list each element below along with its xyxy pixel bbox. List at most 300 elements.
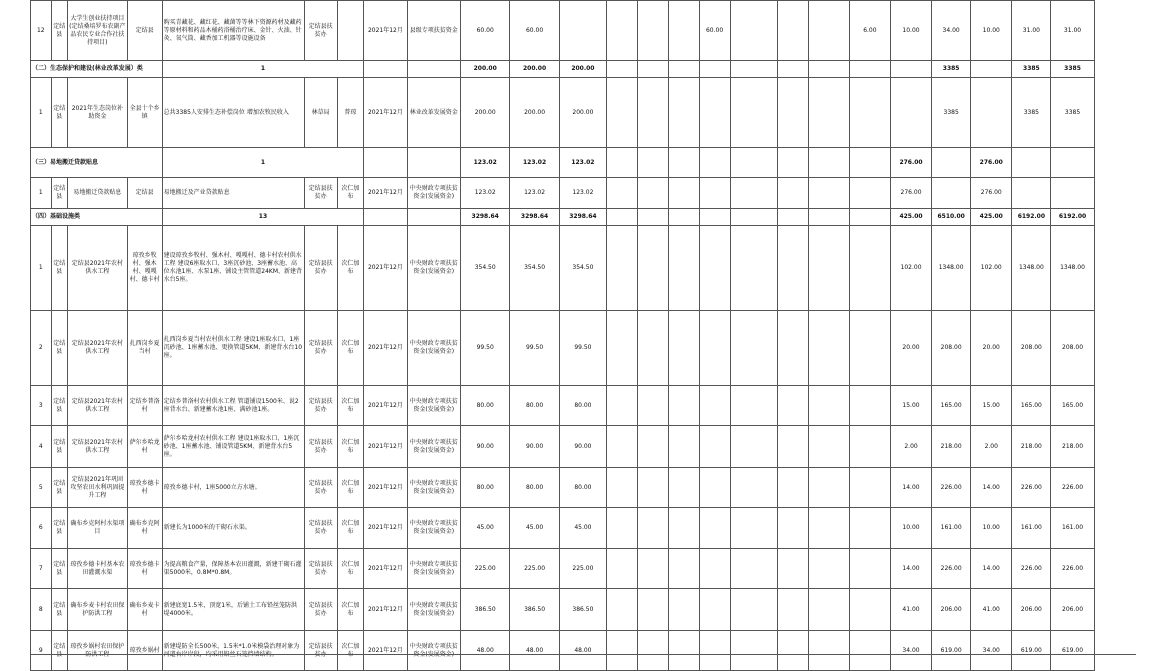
amount-cell-c22 xyxy=(932,178,971,209)
amount-cell-c17 xyxy=(730,178,777,209)
amount-cell-c17 xyxy=(730,589,777,631)
project-name: 定结县2021年农村供水工程 xyxy=(68,226,128,311)
location-cell: 定结县 xyxy=(127,1,162,61)
amount-cell-c16 xyxy=(699,148,730,178)
amount-cell-c18 xyxy=(777,148,808,178)
amount-cell-c24: 1348.00 xyxy=(1012,226,1051,311)
row-number: 3 xyxy=(31,386,52,426)
amount-cell-c21: 2.00 xyxy=(890,426,931,468)
amount-cell-c15 xyxy=(668,1,699,61)
amount-cell-c14 xyxy=(637,508,668,549)
fund-source: 县级专项扶贫资金 xyxy=(407,1,461,61)
fund-source: 中央财政专项扶贫资金(发展资金) xyxy=(407,468,461,508)
amount-cell-c25: 619.00 xyxy=(1051,631,1094,671)
table-row xyxy=(31,549,1136,589)
amount-cell-c17 xyxy=(730,226,777,311)
amount-cell-c20 xyxy=(849,78,890,148)
responsible-person: 次仁加布 xyxy=(337,226,364,311)
amount-cell-c20 xyxy=(849,386,890,426)
amount-cell-c16 xyxy=(699,508,730,549)
construction-content: 新建长为1000米的干砌石水渠。 xyxy=(162,508,304,549)
table-row xyxy=(31,426,1136,468)
responsible-person: 次仁加布 xyxy=(337,549,364,589)
amount-cell-c21: 276.00 xyxy=(890,148,931,178)
responsible-unit: 定结县扶贫办 xyxy=(304,311,337,386)
amount-cell-c21: 10.00 xyxy=(890,1,931,61)
county-cell: 定结 xyxy=(51,631,67,671)
responsible-person: 普琼 xyxy=(337,78,364,148)
responsible-unit: 定结县扶贫办 xyxy=(304,589,337,631)
amount-cell-c20 xyxy=(849,631,890,671)
amount-cell-c20 xyxy=(849,209,890,226)
responsible-unit: 定结县扶贫办 xyxy=(304,386,337,426)
amount-cell-c19 xyxy=(808,508,849,549)
amount-cell-c18 xyxy=(777,311,808,386)
amount-cell-c23: 34.00 xyxy=(971,631,1012,671)
amount-cell-c21: 14.00 xyxy=(890,468,931,508)
amount-cell-c13 xyxy=(607,631,638,671)
amount-cell-c15 xyxy=(668,209,699,226)
county-cell: 定结县 xyxy=(51,549,67,589)
amount-cell-c21: 276.00 xyxy=(890,178,931,209)
fund-source: 中央财政专项扶贫资金(发展资金) xyxy=(407,226,461,311)
budget-table xyxy=(30,0,1136,671)
responsible-unit: 定结县扶贫办 xyxy=(304,226,337,311)
project-name: 确布乡麦卡村农田保护防洪工程 xyxy=(68,589,128,631)
amount-cell-c24 xyxy=(1012,178,1051,209)
project-name: 确布乡克阿村水渠项目 xyxy=(68,508,128,549)
table-row xyxy=(31,178,1136,209)
amount-cell-c12 xyxy=(559,1,606,61)
amount-cell-c13 xyxy=(607,386,638,426)
amount-cell-c22: 34.00 xyxy=(932,1,971,61)
section-empty xyxy=(364,61,407,78)
amount-cell-c13 xyxy=(607,209,638,226)
table-row xyxy=(31,226,1136,311)
construction-content: 易地搬迁及产业贷款贴息 xyxy=(162,178,304,209)
amount-cell-c18 xyxy=(777,549,808,589)
amount-cell-c13 xyxy=(607,1,638,61)
amount-cell-c14 xyxy=(637,226,668,311)
amount-cell-c21 xyxy=(890,78,931,148)
amount-cell-c25 xyxy=(1051,178,1094,209)
row-number: 5 xyxy=(31,468,52,508)
project-name: 定结县2021年农村供水工程 xyxy=(68,311,128,386)
amount-cell-c23: 2.00 xyxy=(971,426,1012,468)
amount-cell-c19 xyxy=(808,589,849,631)
amount-cell-c13 xyxy=(607,426,638,468)
amount-cell-c17 xyxy=(730,148,777,178)
amount-cell-c13 xyxy=(607,311,638,386)
table-row xyxy=(31,508,1136,549)
section-count: 1 xyxy=(162,148,364,178)
amount-cell-c19 xyxy=(808,426,849,468)
amount-cell-c15 xyxy=(668,148,699,178)
responsible-unit: 定结县扶贫办 xyxy=(304,508,337,549)
amount-cell-c14 xyxy=(637,311,668,386)
amount-cell-c16 xyxy=(699,386,730,426)
amount-cell-c10: 45.00 xyxy=(461,508,510,549)
location-cell: 定结县 xyxy=(127,178,162,209)
amount-cell-c24: 226.00 xyxy=(1012,549,1051,589)
project-name: 定结县2021年巩固攻坚农田水利巩固提升工程 xyxy=(68,468,128,508)
responsible-unit: 定结县扶贫办 xyxy=(304,426,337,468)
amount-cell-c14 xyxy=(637,78,668,148)
amount-cell-c12: 48.00 xyxy=(559,631,606,671)
amount-cell-c12: 354.50 xyxy=(559,226,606,311)
amount-cell-c10: 80.00 xyxy=(461,386,510,426)
amount-cell-c10: 225.00 xyxy=(461,549,510,589)
amount-cell-c16 xyxy=(699,178,730,209)
amount-cell-c18 xyxy=(777,178,808,209)
amount-cell-c11: 90.00 xyxy=(510,426,559,468)
amount-cell-c12: 45.00 xyxy=(559,508,606,549)
section-empty xyxy=(364,148,407,178)
amount-cell-c23 xyxy=(971,78,1012,148)
responsible-person: 次仁加布 xyxy=(337,589,364,631)
fund-source: 中央财政专项扶贫资金(发展资金) xyxy=(407,426,461,468)
amount-cell-c22: 226.00 xyxy=(932,468,971,508)
county-cell: 定结县 xyxy=(51,78,67,148)
amount-cell-c21: 34.00 xyxy=(890,631,931,671)
amount-cell-c22: 161.00 xyxy=(932,508,971,549)
county-cell: 定结县 xyxy=(51,226,67,311)
table-bottom-rule xyxy=(30,654,1136,655)
amount-cell-c22: 6510.00 xyxy=(932,209,971,226)
amount-cell-c21 xyxy=(890,61,931,78)
amount-cell-c15 xyxy=(668,178,699,209)
amount-cell-c24: 226.00 xyxy=(1012,468,1051,508)
location-cell: 琼孜乡德卡村 xyxy=(127,549,162,589)
amount-cell-c11: 45.00 xyxy=(510,508,559,549)
amount-cell-c17 xyxy=(730,508,777,549)
section-empty xyxy=(407,209,461,226)
amount-cell-c25: 165.00 xyxy=(1051,386,1094,426)
amount-cell-c10: 123.02 xyxy=(461,178,510,209)
amount-cell-c17 xyxy=(730,61,777,78)
section-title: （三）易地搬迁贷款贴息 xyxy=(31,148,163,178)
amount-cell-c22: 226.00 xyxy=(932,549,971,589)
amount-cell-c22 xyxy=(932,148,971,178)
fund-source: 中央财政专项扶贫资金(发展资金) xyxy=(407,386,461,426)
amount-cell-c11: 123.02 xyxy=(510,178,559,209)
amount-cell-c22: 3385 xyxy=(932,61,971,78)
amount-cell-c25: 31.00 xyxy=(1051,1,1094,61)
amount-cell-c25: 6192.00 xyxy=(1051,209,1094,226)
amount-cell-c10: 386.50 xyxy=(461,589,510,631)
amount-cell-c15 xyxy=(668,468,699,508)
amount-cell-c23: 10.00 xyxy=(971,508,1012,549)
responsible-person: 次仁加布 xyxy=(337,468,364,508)
amount-cell-c13 xyxy=(607,589,638,631)
amount-cell-c17 xyxy=(730,1,777,61)
location-cell: 确布乡麦卡村 xyxy=(127,589,162,631)
amount-cell-c17 xyxy=(730,468,777,508)
amount-cell-c23: 41.00 xyxy=(971,589,1012,631)
completion-time: 2021年12月 xyxy=(364,549,407,589)
amount-cell-c25: 3385 xyxy=(1051,61,1094,78)
amount-cell-c22: 619.00 xyxy=(932,631,971,671)
amount-cell-c20 xyxy=(849,426,890,468)
amount-cell-c21: 14.00 xyxy=(890,549,931,589)
row-number: 12 xyxy=(31,1,52,61)
amount-cell-c13 xyxy=(607,549,638,589)
construction-content: 琼孜乡德卡村，1座5000立方水塘。 xyxy=(162,468,304,508)
amount-cell-c24: 208.00 xyxy=(1012,311,1051,386)
amount-cell-c20 xyxy=(849,226,890,311)
location-cell: 全县十个乡镇 xyxy=(127,78,162,148)
construction-content: 萨尔乡哈龙村农村供水工程 建设1座取水口、1座沉砂池、1座蓄水池、铺设管道5KM、新建背水台5座。 xyxy=(162,426,304,468)
amount-cell-c25: 218.00 xyxy=(1051,426,1094,468)
amount-cell-c20: 6.00 xyxy=(849,1,890,61)
fund-source: 林业改革发展资金 xyxy=(407,78,461,148)
county-cell: 定结县 xyxy=(51,468,67,508)
construction-content: 总共3385人安排生态补偿岗位 增加农牧民收入 xyxy=(162,78,304,148)
amount-cell-c21: 425.00 xyxy=(890,209,931,226)
amount-cell-c23: 102.00 xyxy=(971,226,1012,311)
fund-source: 中央财政专项扶贫资金(发展资金) xyxy=(407,508,461,549)
row-number: 2 xyxy=(31,311,52,386)
amount-cell-c19 xyxy=(808,209,849,226)
amount-cell-c19 xyxy=(808,78,849,148)
amount-cell-c25 xyxy=(1051,148,1094,178)
project-name: 定结县2021年农村供水工程 xyxy=(68,426,128,468)
amount-cell-c25: 208.00 xyxy=(1051,311,1094,386)
amount-cell-c16 xyxy=(699,61,730,78)
amount-cell-c13 xyxy=(607,226,638,311)
amount-cell-c10: 90.00 xyxy=(461,426,510,468)
amount-cell-c25: 161.00 xyxy=(1051,508,1094,549)
fund-source: 中央财政专项扶贫资金(发展资金) xyxy=(407,178,461,209)
amount-cell-c24: 31.00 xyxy=(1012,1,1051,61)
completion-time: 2021年12月 xyxy=(364,226,407,311)
amount-cell-c10: 48.00 xyxy=(461,631,510,671)
amount-cell-c12: 123.02 xyxy=(559,148,606,178)
amount-cell-c14 xyxy=(637,631,668,671)
completion-time: 2021年12月 xyxy=(364,78,407,148)
amount-cell-c17 xyxy=(730,631,777,671)
row-number: 6 xyxy=(31,508,52,549)
construction-content: 扎西岗乡夏当村农村供水工程 建设1座取水口、1座沉砂池、1座蓄水池、更换管道5KM、新建背水台10座。 xyxy=(162,311,304,386)
county-cell: 定结县 xyxy=(51,178,67,209)
location-cell: 琼孜乡牧村、强木村、嘎嘎村、德卡村 xyxy=(127,226,162,311)
amount-cell-c25: 226.00 xyxy=(1051,468,1094,508)
amount-cell-c10: 200.00 xyxy=(461,61,510,78)
project-name: 大学生创业扶持项目(定结桑培罗布农副产品农民专业合作社扶持项目) xyxy=(68,1,128,61)
construction-content: 建设琼孜乡牧村、强木村、嘎嘎村、德卡村农村供水工程 建设6座取水口、3座沉砂池、3座蓄水池、高位水池1座、水泵1座、铺设主管管道24KM、新建背水台5座。 xyxy=(162,226,304,311)
amount-cell-c22: 1348.00 xyxy=(932,226,971,311)
amount-cell-c11: 386.50 xyxy=(510,589,559,631)
row-number: 7 xyxy=(31,549,52,589)
amount-cell-c18 xyxy=(777,468,808,508)
responsible-unit: 林草局 xyxy=(304,78,337,148)
amount-cell-c11: 200.00 xyxy=(510,61,559,78)
table-row xyxy=(31,1,1136,61)
amount-cell-c11: 99.50 xyxy=(510,311,559,386)
amount-cell-c15 xyxy=(668,589,699,631)
amount-cell-c19 xyxy=(808,178,849,209)
amount-cell-c20 xyxy=(849,468,890,508)
amount-cell-c19 xyxy=(808,631,849,671)
section-count: 13 xyxy=(162,209,364,226)
project-name: 琼孜乡德卡村基本农田灌溉水渠 xyxy=(68,549,128,589)
amount-cell-c11: 123.02 xyxy=(510,148,559,178)
amount-cell-c15 xyxy=(668,631,699,671)
amount-cell-c22: 3385 xyxy=(932,78,971,148)
construction-content: 新建底宽1.5米，顶宽1米，后铺土工布铅丝笼防洪堤4000米。 xyxy=(162,589,304,631)
project-name: 琼孜乡娲村农田保护 xyxy=(68,631,128,671)
amount-cell-c17 xyxy=(730,311,777,386)
amount-cell-c15 xyxy=(668,508,699,549)
county-cell: 定结县 xyxy=(51,508,67,549)
responsible-person: 次仁加布 xyxy=(337,426,364,468)
amount-cell-c25: 206.00 xyxy=(1051,589,1094,631)
location-cell: 扎西岗乡夏当村 xyxy=(127,311,162,386)
amount-cell-c14 xyxy=(637,209,668,226)
amount-cell-c24: 218.00 xyxy=(1012,426,1051,468)
amount-cell-c14 xyxy=(637,386,668,426)
row-number: 1 xyxy=(31,226,52,311)
construction-content: 购买青藏花、藏红花、藏菌等等林下资源药材及藏药等原材料和药品木桶药浴桶治疗床、金针、火油、针灸、氧气筒、藏香加工机器等设施设备 xyxy=(162,1,304,61)
row-number: 1 xyxy=(31,178,52,209)
row-number: 9 xyxy=(31,631,52,671)
amount-cell-c19 xyxy=(808,61,849,78)
amount-cell-c14 xyxy=(637,61,668,78)
amount-cell-c23: 276.00 xyxy=(971,148,1012,178)
amount-cell-c12: 90.00 xyxy=(559,426,606,468)
amount-cell-c16 xyxy=(699,549,730,589)
amount-cell-c14 xyxy=(637,1,668,61)
location-cell: 萨尔乡哈龙村 xyxy=(127,426,162,468)
amount-cell-c14 xyxy=(637,468,668,508)
amount-cell-c14 xyxy=(637,589,668,631)
amount-cell-c24: 206.00 xyxy=(1012,589,1051,631)
responsible-unit: 定结县扶贫办 xyxy=(304,468,337,508)
responsible-person xyxy=(337,1,364,61)
amount-cell-c16: 60.00 xyxy=(699,1,730,61)
amount-cell-c23: 276.00 xyxy=(971,178,1012,209)
responsible-person: 次仁加布 xyxy=(337,386,364,426)
amount-cell-c19 xyxy=(808,386,849,426)
responsible-person: 次仁加布 xyxy=(337,311,364,386)
amount-cell-c12: 80.00 xyxy=(559,468,606,508)
amount-cell-c20 xyxy=(849,148,890,178)
amount-cell-c18 xyxy=(777,209,808,226)
table-row xyxy=(31,631,1136,671)
section-title: （四）基础设施类 xyxy=(31,209,163,226)
table-row xyxy=(31,468,1136,508)
amount-cell-c10: 99.50 xyxy=(461,311,510,386)
section-empty xyxy=(364,209,407,226)
project-name: 定结县2021年农村供水工程 xyxy=(68,386,128,426)
amount-cell-c24: 6192.00 xyxy=(1012,209,1051,226)
amount-cell-c12: 386.50 xyxy=(559,589,606,631)
county-cell: 定结县 xyxy=(51,426,67,468)
responsible-unit: 定结县扶贫办 xyxy=(304,549,337,589)
table-body xyxy=(31,1,1136,671)
amount-cell-c11: 225.00 xyxy=(510,549,559,589)
amount-cell-c23: 10.00 xyxy=(971,1,1012,61)
section-row xyxy=(31,209,1136,226)
fund-source: 中央财政专项扶贫资金(发展资金) xyxy=(407,311,461,386)
amount-cell-c11: 48.00 xyxy=(510,631,559,671)
amount-cell-c24: 619.00 xyxy=(1012,631,1051,671)
completion-time: 2021年12月 xyxy=(364,178,407,209)
amount-cell-c11: 80.00 xyxy=(510,386,559,426)
amount-cell-c12: 99.50 xyxy=(559,311,606,386)
amount-cell-c18 xyxy=(777,631,808,671)
amount-cell-c10: 200.00 xyxy=(461,78,510,148)
responsible-person: 次仁加布 xyxy=(337,508,364,549)
amount-cell-c19 xyxy=(808,311,849,386)
county-cell: 定结县 xyxy=(51,1,67,61)
fund-source: 中央财政专项扶贫资金(发展资金) xyxy=(407,589,461,631)
responsible-person: 次仁加布 xyxy=(337,178,364,209)
amount-cell-c10: 60.00 xyxy=(461,1,510,61)
amount-cell-c15 xyxy=(668,78,699,148)
amount-cell-c13 xyxy=(607,508,638,549)
amount-cell-c17 xyxy=(730,549,777,589)
county-cell: 定结县 xyxy=(51,589,67,631)
fund-source: 中央财政专项扶贫资金(发展资金) xyxy=(407,549,461,589)
amount-cell-c18 xyxy=(777,1,808,61)
amount-cell-c12: 123.02 xyxy=(559,178,606,209)
location-cell: 确布乡克阿村 xyxy=(127,508,162,549)
amount-cell-c24: 161.00 xyxy=(1012,508,1051,549)
amount-cell-c19 xyxy=(808,148,849,178)
amount-cell-c18 xyxy=(777,78,808,148)
section-row xyxy=(31,61,1136,78)
amount-cell-c12: 225.00 xyxy=(559,549,606,589)
amount-cell-c15 xyxy=(668,549,699,589)
amount-cell-c23: 14.00 xyxy=(971,549,1012,589)
amount-cell-c25: 3385 xyxy=(1051,78,1094,148)
responsible-person: 次仁加 xyxy=(337,631,364,671)
construction-content: 新建堤防全长500米，1.5米*1.0米模袋治理对象为 xyxy=(162,631,304,671)
amount-cell-c12: 200.00 xyxy=(559,61,606,78)
amount-cell-c10: 80.00 xyxy=(461,468,510,508)
amount-cell-c24: 3385 xyxy=(1012,78,1051,148)
completion-time: 2021年12月 xyxy=(364,468,407,508)
amount-cell-c11: 354.50 xyxy=(510,226,559,311)
amount-cell-c16 xyxy=(699,209,730,226)
row-number: 1 xyxy=(31,78,52,148)
amount-cell-c13 xyxy=(607,61,638,78)
amount-cell-c14 xyxy=(637,426,668,468)
amount-cell-c14 xyxy=(637,148,668,178)
amount-cell-c13 xyxy=(607,148,638,178)
amount-cell-c17 xyxy=(730,78,777,148)
amount-cell-c20 xyxy=(849,61,890,78)
amount-cell-c17 xyxy=(730,426,777,468)
amount-cell-c18 xyxy=(777,386,808,426)
amount-cell-c18 xyxy=(777,589,808,631)
amount-cell-c21: 15.00 xyxy=(890,386,931,426)
amount-cell-c23: 425.00 xyxy=(971,209,1012,226)
amount-cell-c13 xyxy=(607,78,638,148)
amount-cell-c20 xyxy=(849,508,890,549)
amount-cell-c20 xyxy=(849,178,890,209)
amount-cell-c17 xyxy=(730,209,777,226)
amount-cell-c16 xyxy=(699,78,730,148)
amount-cell-c13 xyxy=(607,178,638,209)
amount-cell-c19 xyxy=(808,549,849,589)
project-name: 2021年生态岗位补助资金 xyxy=(68,78,128,148)
amount-cell-c10: 354.50 xyxy=(461,226,510,311)
amount-cell-c17 xyxy=(730,386,777,426)
table-row xyxy=(31,78,1136,148)
amount-cell-c23: 15.00 xyxy=(971,386,1012,426)
